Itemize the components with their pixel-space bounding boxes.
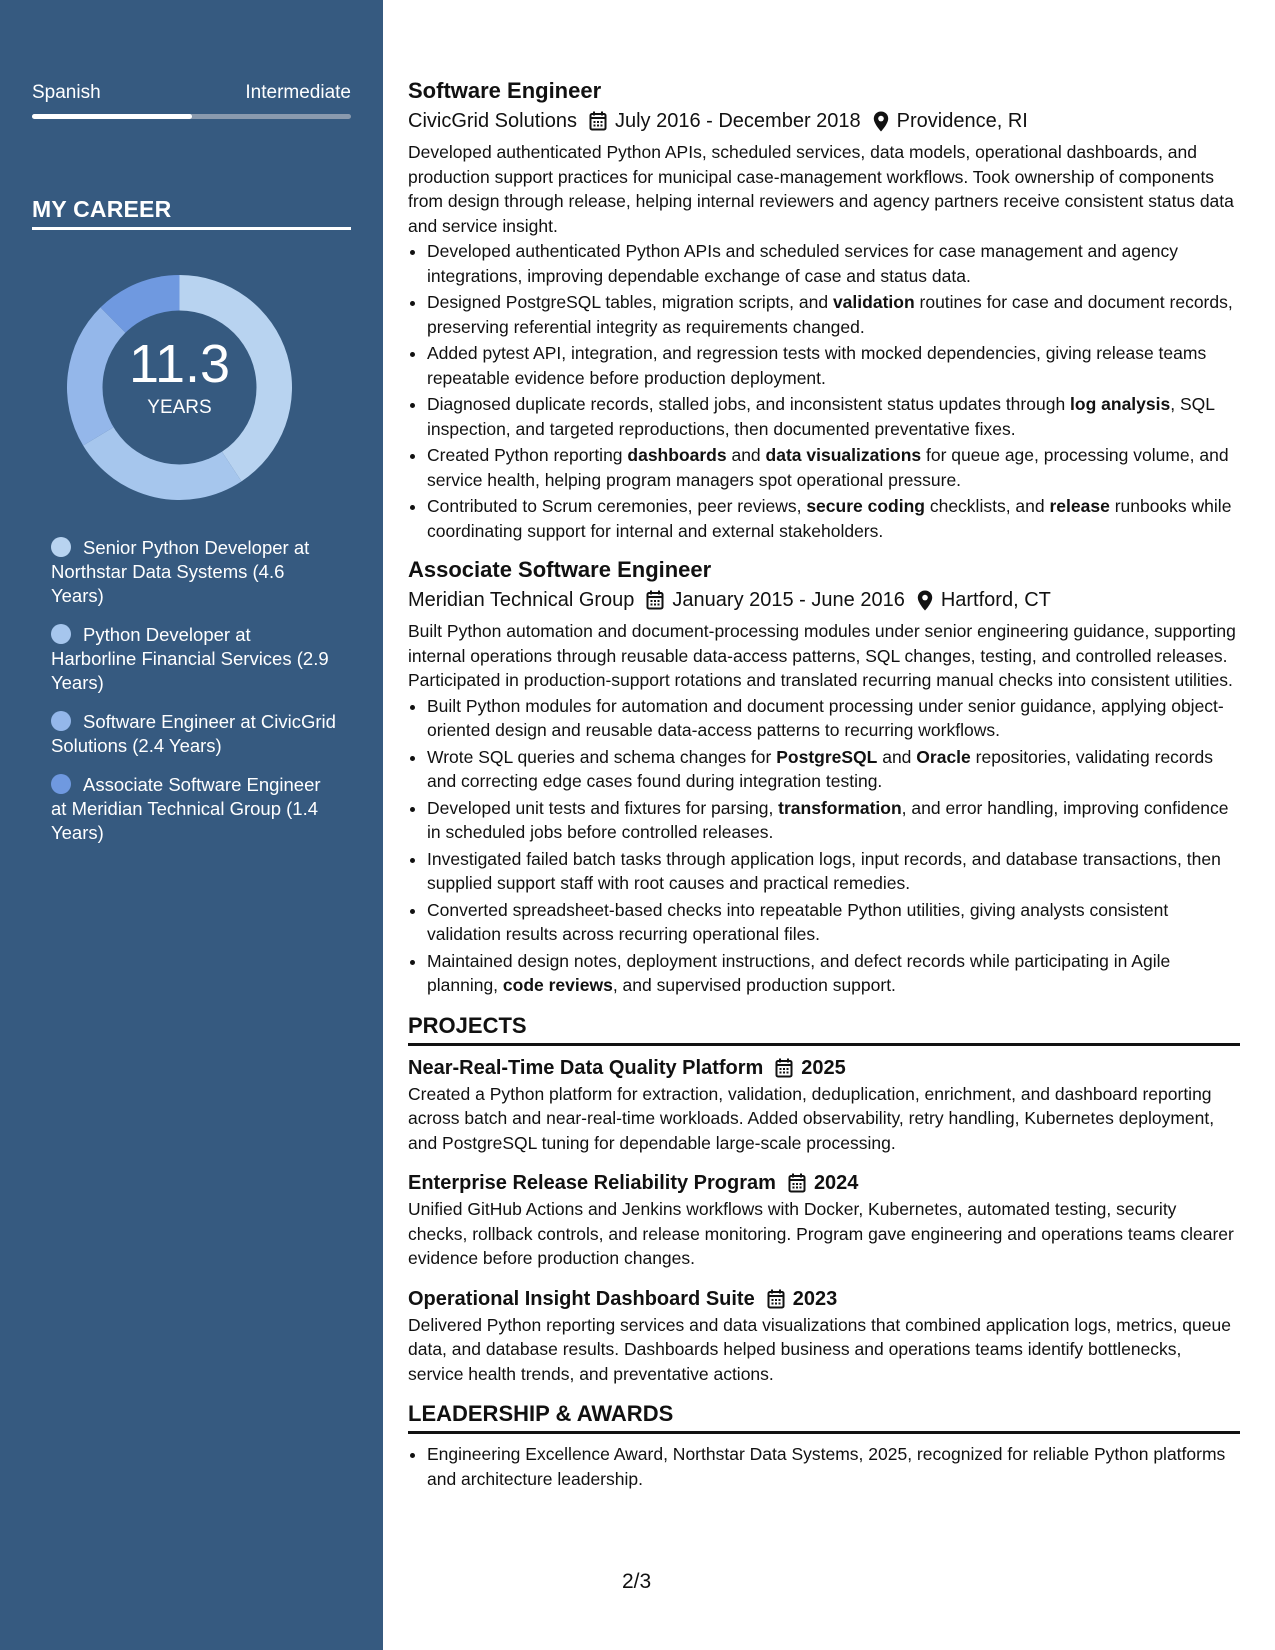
project-entry xyxy=(408,1285,1240,1387)
bullet-text: and xyxy=(877,746,917,767)
project-year: 2024 xyxy=(813,1172,859,1194)
project-entry xyxy=(408,1054,1240,1156)
career-role-text: Software Engineer at CivicGrid Solutions (2.4 Years) xyxy=(51,711,336,756)
job-bullet: • Developed authenticated Python APIs and scheduled services for case management and agency integrations, improving dependable exchange of case and status data. xyxy=(427,239,1240,288)
job-bullet: • Added pytest API, integration, and regression tests with mocked dependencies, giving release teams repeatable evidence before production deployment. xyxy=(427,341,1240,390)
job-company: CivicGrid Solutions xyxy=(408,110,577,132)
bullet-text: Wrote SQL queries and schema changes for xyxy=(427,746,777,767)
project-description: Unified GitHub Actions and Jenkins workflows with Docker, Kubernetes, automated testing, security checks, rollback controls, and release monitoring. Program gave engineering and operations teams clearer evidence before production changes. xyxy=(408,1199,1234,1268)
language-name: Spanish xyxy=(32,82,101,103)
bullet-text: , and error handling, improving confidence in scheduled jobs before controlled releases. xyxy=(427,797,1229,842)
project-year: 2025 xyxy=(801,1056,846,1079)
job-bullet xyxy=(427,443,1240,492)
career-role-item xyxy=(51,536,341,608)
bullet-keyword: code reviews xyxy=(502,975,613,995)
bullet-keyword: secure coding xyxy=(806,496,925,516)
bullet-text: repositories, validating records and correcting edge cases found during integration testing. xyxy=(427,746,1213,791)
bullet-keyword: transformation xyxy=(778,797,902,818)
total-years-value: 11.3 xyxy=(128,334,231,394)
calendar-icon xyxy=(646,590,664,610)
job-bullet xyxy=(427,949,1240,998)
job-title: Software Engineer xyxy=(408,78,602,103)
bullet-keyword: validation xyxy=(832,292,915,312)
job-dates: January 2015 - June 2016 xyxy=(672,589,905,611)
job-location: Hartford, CT xyxy=(940,589,1051,611)
language-row xyxy=(32,82,351,104)
bullet-text: Developed unit tests and fixtures for parsing, xyxy=(427,797,779,818)
awards-heading-rule xyxy=(408,1431,1240,1434)
career-heading-rule xyxy=(32,227,351,230)
career-role-list xyxy=(51,536,341,860)
job-bullet xyxy=(427,392,1240,441)
bullet-text: Designed PostgreSQL tables, migration scripts, and xyxy=(427,292,833,312)
job-summary: Developed authenticated Python APIs, scheduled services, data models, operational dashboards, and production support practices for municipal case-management workflows. Took ownership of components from design through release, helping internal reviewers and agency partners receive consistent status data and service insight. xyxy=(408,142,1234,236)
job-bullets xyxy=(408,239,1240,543)
career-role-text: Associate Software Engineer at Meridian Technical Group (1.4 Years) xyxy=(51,774,321,843)
career-role-item xyxy=(51,623,341,695)
role-color-dot-icon xyxy=(51,537,71,557)
job-bullet: • Investigated failed batch tasks through application logs, input records, and database transactions, then supplied support staff with root causes and practical remedies. xyxy=(427,847,1240,896)
project-description: Created a Python platform for extraction, validation, deduplication, enrichment, and dashboard reporting across batch and near-real-time workloads. Added observability, retry handling, Kubernetes deployment, and PostgreSQL tuning for dependable large-scale processing. xyxy=(408,1083,1215,1153)
job-bullet xyxy=(427,290,1240,339)
bullet-keyword: release xyxy=(1049,496,1110,516)
career-role-text: Senior Python Developer at Northstar Data Systems (4.6 Years) xyxy=(51,537,310,606)
career-role-text: Python Developer at Harborline Financial Services (2.9 Years) xyxy=(51,624,329,693)
bullet-keyword: dashboards xyxy=(627,445,727,465)
bullet-text: checklists, and xyxy=(924,496,1050,516)
job-bullet: • Converted spreadsheet-based checks into repeatable Python utilities, giving analysts consistent validation results across recurring operational files. xyxy=(427,898,1240,947)
awards-list xyxy=(408,1442,1240,1491)
calendar-icon xyxy=(788,1173,806,1193)
job-entry xyxy=(408,76,1240,543)
language-level: Intermediate xyxy=(245,82,351,103)
bullet-text: Diagnosed duplicate records, stalled jobs, and inconsistent status updates through xyxy=(427,394,1071,414)
job-dates: July 2016 - December 2018 xyxy=(614,110,861,132)
project-year: 2023 xyxy=(792,1287,838,1310)
job-company: Meridian Technical Group xyxy=(408,589,635,611)
language-proficiency-bar xyxy=(32,114,351,119)
job-bullet xyxy=(427,796,1240,845)
bullet-text: Contributed to Scrum ceremonies, peer reviews, xyxy=(427,496,807,516)
page-number: 2/3 xyxy=(622,1570,652,1593)
role-color-dot-icon xyxy=(51,624,71,644)
calendar-icon xyxy=(767,1289,785,1309)
total-years-label: YEARS xyxy=(147,397,212,418)
role-color-dot-icon xyxy=(51,774,71,794)
project-title-row xyxy=(408,1054,1240,1082)
job-meta xyxy=(408,106,1240,136)
career-role-item xyxy=(51,710,341,758)
bullet-text: for queue age, processing volume, and service health, helping program managers spot operational pressure. xyxy=(427,445,1229,490)
project-title: Operational Insight Dashboard Suite xyxy=(408,1287,755,1310)
projects-list xyxy=(408,1054,1240,1387)
bullet-text: Maintained design notes, deployment instructions, and defect records while participating in Agile planning, xyxy=(427,950,1171,995)
bullet-text: , SQL inspection, and targeted reproductions, then documented preventative fixes. xyxy=(427,394,1215,439)
job-bullets xyxy=(408,694,1240,998)
bullet-keyword: data visualizations xyxy=(765,445,922,465)
project-entry xyxy=(408,1169,1240,1271)
calendar-icon xyxy=(775,1058,793,1078)
awards-heading: LEADERSHIP & AWARDS xyxy=(408,1401,674,1426)
career-role-item xyxy=(51,773,341,845)
job-meta xyxy=(408,585,1240,615)
project-description: Delivered Python reporting services and data visualizations that combined application logs, metrics, queue data, and database results. Dashboards helped business and operations teams identify bottlenecks, service health trends, and preventative actions. xyxy=(408,1314,1231,1384)
bullet-text: , and supervised production support. xyxy=(612,975,896,995)
bullet-keyword: PostgreSQL xyxy=(776,746,878,767)
main-content xyxy=(408,76,1240,1493)
location-pin-icon xyxy=(873,111,889,132)
job-bullet xyxy=(427,494,1240,543)
project-title-row xyxy=(408,1285,1240,1313)
job-title: Associate Software Engineer xyxy=(408,557,712,582)
language-proficiency-fill xyxy=(32,114,192,119)
project-title: Enterprise Release Reliability Program xyxy=(408,1172,776,1194)
job-bullet xyxy=(427,745,1240,794)
project-title: Near-Real-Time Data Quality Platform xyxy=(408,1056,764,1079)
career-donut-chart xyxy=(67,275,292,500)
bullet-text: Created Python reporting xyxy=(427,445,628,465)
job-entry xyxy=(408,555,1240,998)
experience-list xyxy=(408,76,1240,998)
location-pin-icon xyxy=(917,590,933,611)
job-location: Providence, RI xyxy=(896,110,1028,132)
bullet-text: runbooks while coordinating support for internal and external stakeholders. xyxy=(427,496,1232,541)
role-color-dot-icon xyxy=(51,711,71,731)
projects-heading-rule xyxy=(408,1043,1240,1046)
bullet-text: routines for case and document records, preserving referential integrity as requirements changed. xyxy=(427,292,1233,337)
project-title-row xyxy=(408,1169,1240,1197)
job-summary: Built Python automation and document-processing modules under senior engineering guidance, supporting internal operations through reusable data-access patterns, SQL changes, testing, and controlled releases. Participated in production-support rotations and translated recurring manual checks into consistent utilities. xyxy=(408,621,1236,690)
bullet-text: and xyxy=(726,445,766,465)
career-heading: MY CAREER xyxy=(32,196,172,222)
bullet-keyword: log analysis xyxy=(1070,394,1171,414)
job-bullet: • Built Python modules for automation and document processing under senior guidance, applying object-oriented design and reusable data-access patterns to recurring workflows. xyxy=(427,694,1240,743)
sidebar xyxy=(0,0,383,1650)
award-item: • Engineering Excellence Award, Northstar Data Systems, 2025, recognized for reliable Python platforms and architecture leadership. xyxy=(427,1442,1240,1491)
calendar-icon xyxy=(589,111,607,131)
bullet-keyword: Oracle xyxy=(916,746,971,767)
projects-heading: PROJECTS xyxy=(408,1012,527,1038)
